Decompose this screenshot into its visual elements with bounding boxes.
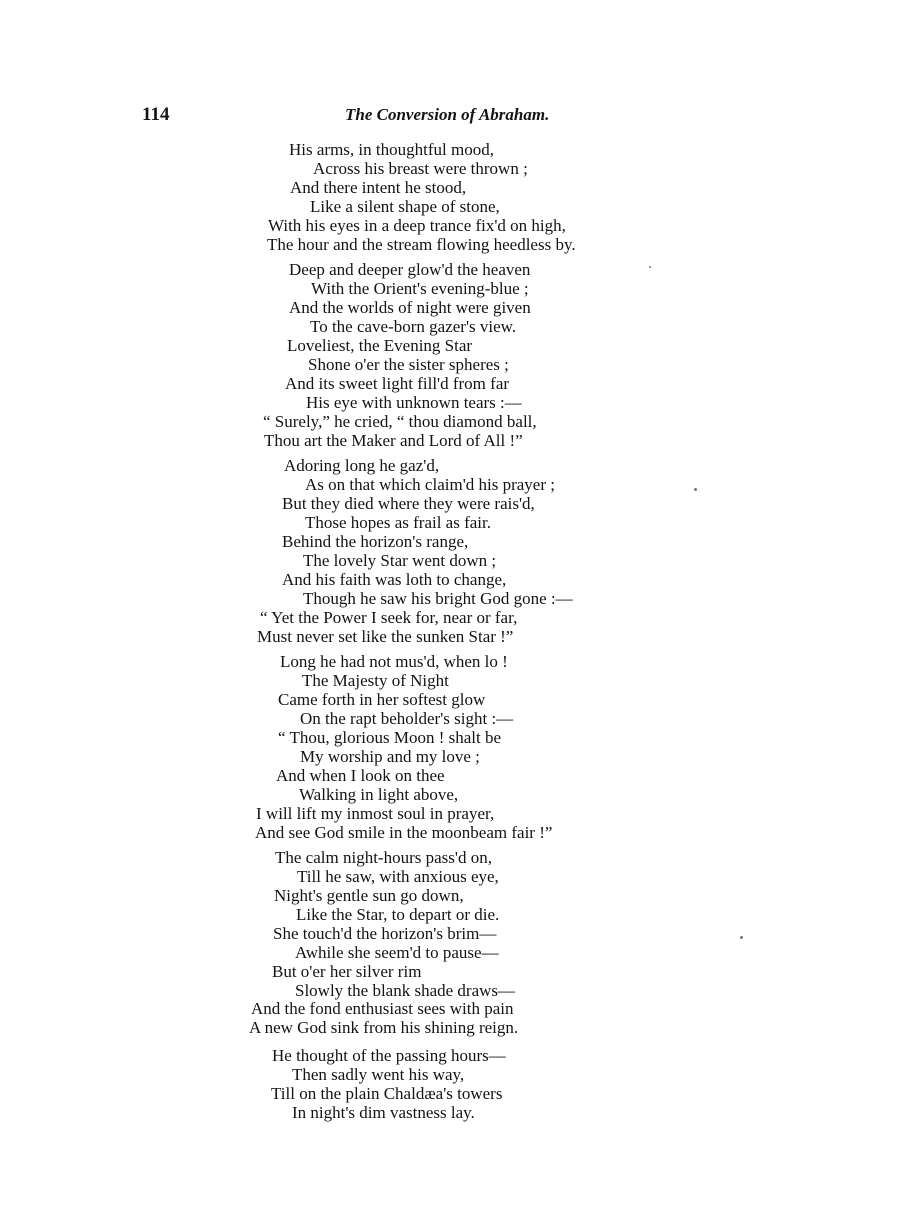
poem-line: Thou art the Maker and Lord of All !” xyxy=(264,431,523,450)
poem-line: Till on the plain Chaldæa's towers xyxy=(271,1084,503,1103)
running-title: The Conversion of Abraham. xyxy=(345,105,550,124)
poem-line: Long he had not mus'd, when lo ! xyxy=(280,652,508,671)
poem-line: As on that which claim'd his prayer ; xyxy=(305,475,555,494)
poem-line: The hour and the stream flowing heedless by. xyxy=(267,235,576,254)
page-header xyxy=(0,104,914,128)
poem-line: To the cave-born gazer's view. xyxy=(310,317,517,336)
poem-line: Though he saw his bright God gone :— xyxy=(303,589,573,608)
poem-line: With the Orient's evening-blue ; xyxy=(311,279,529,298)
poem-line: And his faith was loth to change, xyxy=(282,570,507,589)
poem-line: The calm night-hours pass'd on, xyxy=(275,848,492,867)
poem-line: Like the Star, to depart or die. xyxy=(296,905,500,924)
poem-line: Those hopes as frail as fair. xyxy=(305,513,491,532)
poem-line: He thought of the passing hours— xyxy=(272,1046,506,1065)
poem-line: Slowly the blank shade draws— xyxy=(295,981,516,1000)
poem-line: “ Surely,” he cried, “ thou diamond ball, xyxy=(263,412,537,431)
poem-line: His eye with unknown tears :— xyxy=(306,393,522,412)
poem-line: “ Yet the Power I seek for, near or far, xyxy=(260,608,518,627)
poem-line: With his eyes in a deep trance fix'd on high, xyxy=(268,216,566,235)
poem-line: “ Thou, glorious Moon ! shalt be xyxy=(278,728,502,747)
poem-line: My worship and my love ; xyxy=(300,747,480,766)
poem-line: I will lift my inmost soul in prayer, xyxy=(256,804,495,823)
poem-line: On the rapt beholder's sight :— xyxy=(300,709,514,728)
poem-line: Night's gentle sun go down, xyxy=(274,886,464,905)
poem-line: And the worlds of night were given xyxy=(289,298,531,317)
poem-line: Shone o'er the sister spheres ; xyxy=(308,355,509,374)
poem-line: Walking in light above, xyxy=(299,785,459,804)
poem-line: And the fond enthusiast sees with pain xyxy=(251,999,514,1018)
poem-line: Awhile she seem'd to pause— xyxy=(295,943,499,962)
paper-speck xyxy=(694,488,697,491)
poem-line: The lovely Star went down ; xyxy=(303,551,497,570)
poem-line: Like a silent shape of stone, xyxy=(310,197,500,216)
poem-line: And there intent he stood, xyxy=(290,178,467,197)
poem-line: Came forth in her softest glow xyxy=(278,690,486,709)
poem-line: Adoring long he gaz'd, xyxy=(284,456,440,475)
poem-line: Then sadly went his way, xyxy=(292,1065,465,1084)
paper-speck xyxy=(740,936,743,939)
poem-line: A new God sink from his shining reign. xyxy=(249,1018,519,1037)
poem-line: And when I look on thee xyxy=(276,766,445,785)
poem-line: And see God smile in the moonbeam fair !” xyxy=(255,823,553,842)
poem-line: But o'er her silver rim xyxy=(272,962,422,981)
poem-line: Deep and deeper glow'd the heaven xyxy=(289,260,531,279)
page-number: 114 xyxy=(142,104,170,125)
poem-line: And its sweet light fill'd from far xyxy=(285,374,510,393)
poem-line: Across his breast were thrown ; xyxy=(313,159,528,178)
poem-line: But they died where they were rais'd, xyxy=(282,494,535,513)
poem-line: Behind the horizon's range, xyxy=(282,532,469,551)
poem-line: The Majesty of Night xyxy=(302,671,449,690)
poem-line: Loveliest, the Evening Star xyxy=(287,336,473,355)
poem-line: His arms, in thoughtful mood, xyxy=(289,140,494,159)
poem-line: In night's dim vastness lay. xyxy=(292,1103,475,1122)
poem-line: She touch'd the horizon's brim— xyxy=(273,924,497,943)
poem-line: Till he saw, with anxious eye, xyxy=(297,867,499,886)
poem-line: Must never set like the sunken Star !” xyxy=(257,627,514,646)
paper-speck xyxy=(649,266,651,268)
